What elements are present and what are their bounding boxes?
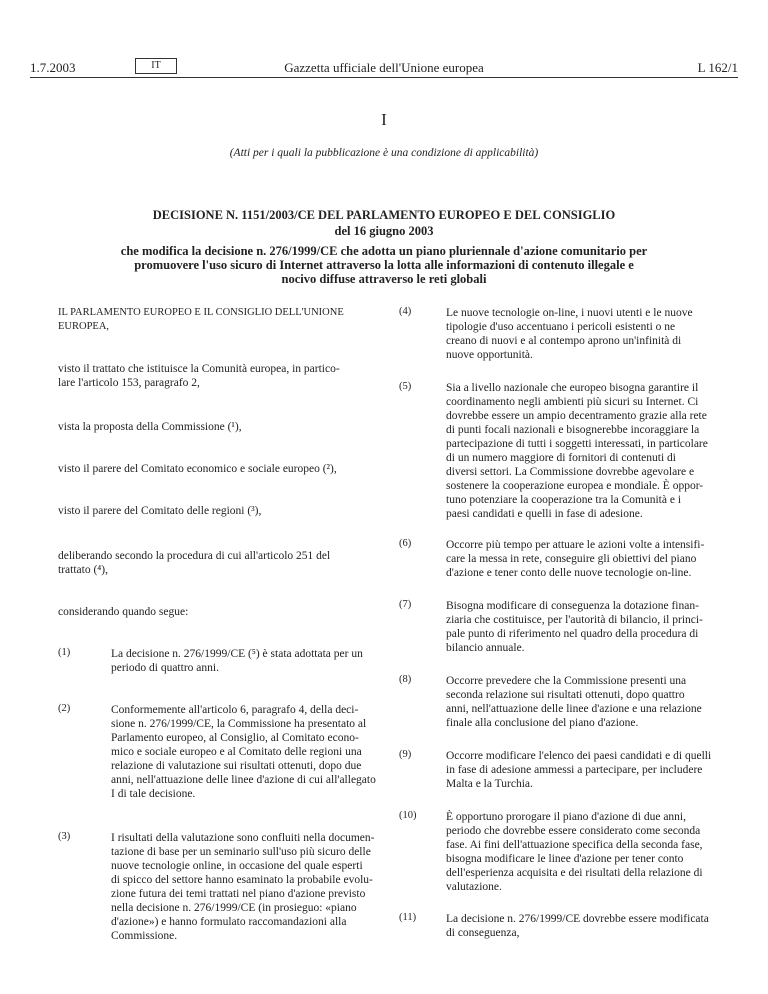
recital-number: (8) xyxy=(399,674,412,685)
recital-text: Conformemente all'articolo 6, paragrafo 4, della deci- xyxy=(111,704,359,716)
decision-subject-line: promuovere l'uso sicuro di Internet attraverso la lotta alle informazioni di contenuto illegale e xyxy=(134,258,634,272)
citation-text: visto il parere del Comitato delle regioni (³), xyxy=(58,505,262,517)
recital-text: tuno potenziare la cooperazione tra la Comunità e i xyxy=(446,494,682,506)
recital-text: nella decisione n. 276/1999/CE (in prosieguo: «piano xyxy=(111,902,357,914)
recital-text: di un numero maggiore di fornitori di contenuti di xyxy=(446,452,676,464)
recital-text: d'azione e tener conto delle nuove tecnologie on-line. xyxy=(446,567,692,579)
preamble-intro: IL PARLAMENTO EUROPEO E IL CONSIGLIO DELL'UNIONE xyxy=(58,307,344,318)
preamble-intro: EUROPEA, xyxy=(58,321,110,332)
recital-text: La decisione n. 276/1999/CE (⁵) è stata adottata per un xyxy=(111,648,363,660)
recital-text: diversi settori. La Commissione dovrebbe agevolare e xyxy=(446,466,695,478)
decision-title: DECISIONE N. 1151/2003/CE DEL PARLAMENTO EUROPEO E DEL CONSIGLIO xyxy=(152,208,616,222)
citation-text: vista la proposta della Commissione (¹), xyxy=(58,421,242,433)
recital-text: di conseguenza, xyxy=(446,927,520,939)
recital-text: partecipazione di tutti i soggetti interessati, in particolare xyxy=(446,438,708,450)
decision-subject-line: che modifica la decisione n. 276/1999/CE che adotta un piano pluriennale d'azione comunitario per xyxy=(120,244,648,258)
recital-text: tazione di base per un seminario sull'uso più sicuro delle xyxy=(111,846,371,858)
recital-text: finale alla conclusione del piano d'azione. xyxy=(446,717,639,729)
recital-text: I di tale decisione. xyxy=(111,788,196,800)
recital-text: Commissione. xyxy=(111,930,178,942)
recital-text: È opportuno prorogare il piano d'azione di due anni, xyxy=(446,811,686,823)
recital-number: (6) xyxy=(399,538,412,549)
recital-text: I risultati della valutazione sono confluiti nella documen- xyxy=(111,832,375,844)
recital-text: d'azione») e hanno formulato raccomandazioni alla xyxy=(111,916,347,928)
header-rule xyxy=(30,77,738,78)
recital-text: Occorre prevedere che la Commissione presenti una xyxy=(446,675,687,687)
recital-text: Sia a livello nazionale che europeo bisogna garantire il xyxy=(446,382,699,394)
recital-number: (10) xyxy=(399,810,417,821)
journal-title: Gazzetta ufficiale dell'Unione europea xyxy=(284,60,484,75)
recital-text: Parlamento europeo, al Consiglio, al Comitato econo- xyxy=(111,732,359,744)
section-numeral: I xyxy=(381,110,387,129)
citation-text: lare l'articolo 153, paragrafo 2, xyxy=(58,377,200,389)
recital-text: nuove tecnologie online, in occasione del quale esperti xyxy=(111,860,363,872)
recital-text: dell'esperienza acquisita e dei risultati della relazione di xyxy=(446,867,703,879)
recital-text: anni, nell'attuazione delle linee d'azione e una relazione xyxy=(446,703,702,715)
issue-date: 1.7.2003 xyxy=(30,60,76,75)
section-note: (Atti per i quali la pubblicazione è una condizione di applicabilità) xyxy=(229,147,539,159)
recital-text: relazione di valutazione sui risultati ottenuti, dopo due xyxy=(111,760,362,772)
recital-text: coordinamento negli ambienti più sicuri su Internet. Ci xyxy=(446,396,699,408)
recital-text: Malta e la Turchia. xyxy=(446,778,533,790)
recital-text: paesi candidati e quelli in fase di adesione. xyxy=(446,508,643,520)
recital-text: anni, nell'attuazione delle linee d'azione di cui all'allegato xyxy=(111,774,376,786)
recital-text: Occorre più tempo per attuare le azioni volte a intensifi- xyxy=(446,539,705,551)
recital-text: ziaria che costituisce, per l'autorità di bilancio, il princi- xyxy=(446,614,703,626)
recital-text: seconda relazione sui risultati ottenuti, dopo quattro xyxy=(446,689,685,701)
recital-text: dovrebbe essere un ampio decentramento grazie alla rete xyxy=(446,410,707,422)
recital-text: mico e sociale europeo e al Comitato delle regioni una xyxy=(111,746,362,758)
recital-text: periodo che dovrebbe essere considerato come seconda xyxy=(446,825,701,837)
recital-text: Le nuove tecnologie on-line, i nuovi utenti e le nuove xyxy=(446,307,693,319)
recital-text: sione n. 276/1999/CE, la Commissione ha presentato al xyxy=(111,718,367,730)
recital-text: in fase di adesione ammessi a partecipare, per includere xyxy=(446,764,703,776)
recital-text: di punti focali nazionali e bisognerebbe incoraggiare la xyxy=(446,424,700,436)
recitals-intro: considerando quando segue: xyxy=(58,606,189,618)
recital-text: periodo di quattro anni. xyxy=(111,662,219,674)
recital-text: tipologie d'uso accentuano i pericoli esistenti o ne xyxy=(446,321,676,333)
recital-number: (2) xyxy=(58,703,71,714)
recital-text: La decisione n. 276/1999/CE dovrebbe essere modificata xyxy=(446,913,709,925)
recital-number: (7) xyxy=(399,599,412,610)
citation-text: visto il parere del Comitato economico e sociale europeo (²), xyxy=(58,463,337,475)
page-reference: L 162/1 xyxy=(697,60,738,75)
recital-text: pale punto di riferimento nel quadro della procedura di xyxy=(446,628,699,640)
recital-text: nuove opportunità. xyxy=(446,349,533,361)
citation-text: deliberando secondo la procedura di cui all'articolo 251 del xyxy=(58,550,331,562)
recital-number: (3) xyxy=(58,831,71,842)
recital-text: zione futura dei temi trattati nel piano d'azione previsto xyxy=(111,888,366,900)
recital-text: creano di nuovi e al contempo aprono un'infinità di xyxy=(446,335,682,347)
decision-date: del 16 giugno 2003 xyxy=(334,224,434,238)
recital-number: (5) xyxy=(399,381,412,392)
recital-text: bisogna modificare le linee d'azione per tener conto xyxy=(446,853,684,865)
decision-subject-line: nocivo diffuse attraverso le reti globali xyxy=(281,272,487,286)
citation-text: trattato (⁴), xyxy=(58,564,108,576)
recital-text: fase. Ai fini dell'attuazione specifica della seconda fase, xyxy=(446,839,703,851)
recital-number: (4) xyxy=(399,306,412,317)
recital-text: Bisogna modificare di conseguenza la dotazione finan- xyxy=(446,600,699,612)
recital-text: valutazione. xyxy=(446,881,502,893)
recital-number: (1) xyxy=(58,647,71,658)
recital-text: bilancio annuale. xyxy=(446,642,525,654)
citation-text: visto il trattato che istituisce la Comunità europea, in partico- xyxy=(58,363,340,375)
language-badge: IT xyxy=(135,58,177,74)
recital-text: di spicco del settore hanno esaminato la probabile evolu- xyxy=(111,874,373,886)
recital-number: (11) xyxy=(399,912,417,923)
recital-text: care la messa in rete, conseguire gli obiettivi del piano xyxy=(446,553,697,565)
recital-text: Occorre modificare l'elenco dei paesi candidati e di quelli xyxy=(446,750,712,762)
recital-text: sostenere la cooperazione europea e mondiale. È oppor- xyxy=(446,480,704,492)
recital-number: (9) xyxy=(399,749,412,760)
